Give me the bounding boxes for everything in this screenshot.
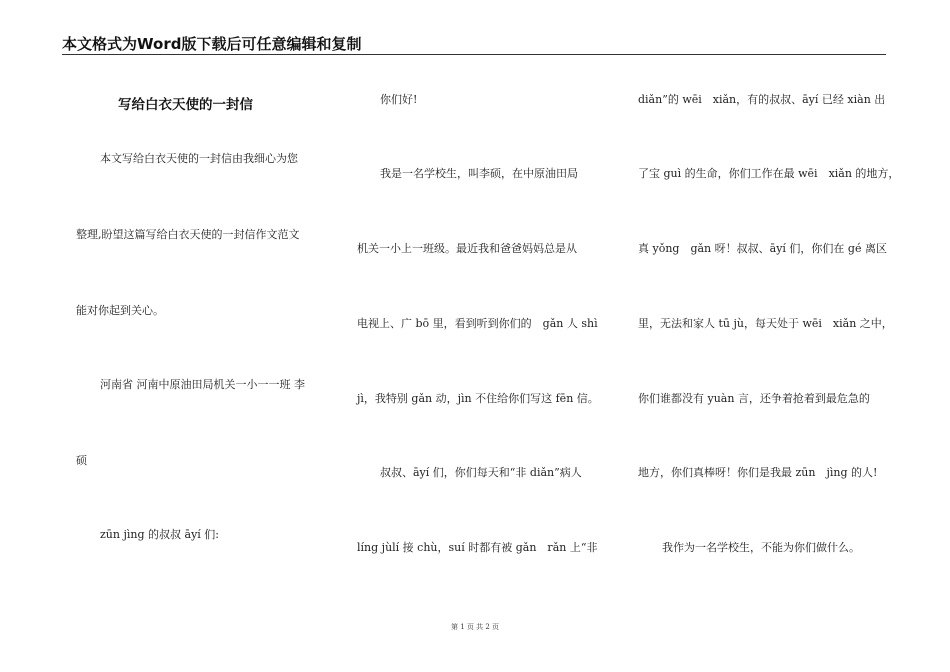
body-line: 地方，你们真棒呀！你们是我最 zūn jìng 的人! (638, 466, 878, 479)
body-line: 你们好! (380, 93, 418, 106)
page-number: 第 1 页 共 2 页 (450, 623, 500, 631)
body-line: 机关一小上一班级。最近我和爸爸妈妈总是从 (357, 242, 577, 255)
body-line: 叔叔、āyí 们，你们每天和“非 diǎn”病人 (380, 466, 582, 479)
body-line: 我是一名学校生，叫李硕，在中原油田局 (380, 167, 578, 180)
header-divider (62, 54, 886, 55)
body-line: 真 yǒng gǎn 呀！叔叔、āyí 们，你们在 gé 离区 (638, 242, 887, 255)
body-line: 我作为一名学校生，不能为你们做什么。 (662, 541, 860, 554)
body-line: 整理,盼望这篇写给白衣天使的一封信作文范文 (76, 228, 300, 241)
body-line: líng jùlí 接 chù，suí 时都有被 gǎn rǎn 上“非 (357, 541, 598, 554)
body-line: zūn jìng 的叔叔 āyí 们: (100, 528, 220, 541)
body-line: 了宝 guì 的生命，你们工作在最 wēi xiǎn 的地方， (638, 167, 900, 180)
body-line: 硕 (76, 454, 87, 467)
body-line: 本文写给白衣天使的一封信由我细心为您 (100, 152, 298, 165)
body-line: diǎn”的 wēi xiǎn，有的叔叔、āyí 已经 xiàn 出 (638, 93, 886, 106)
body-line: 里，无法和家人 tū jù，每天处于 wēi xiǎn 之中， (638, 317, 893, 330)
document-header: 本文格式为Word版下载后可任意编辑和复制 (62, 35, 362, 53)
body-line: 河南省 河南中原油田局机关一小一一班 李 (100, 378, 305, 391)
body-line: 你们谁都没有 yuàn 言，还争着抢着到最危急的 (638, 392, 870, 405)
body-line: jì，我特别 gǎn 动，jìn 不住给你们写这 fēn 信。 (357, 392, 599, 405)
document-title: 写给白衣天使的一封信 (118, 97, 253, 113)
body-line: 能对你起到关心。 (76, 304, 164, 317)
body-line: 电视上、广 bō 里，看到听到你们的 gǎn 人 shì (357, 317, 598, 330)
